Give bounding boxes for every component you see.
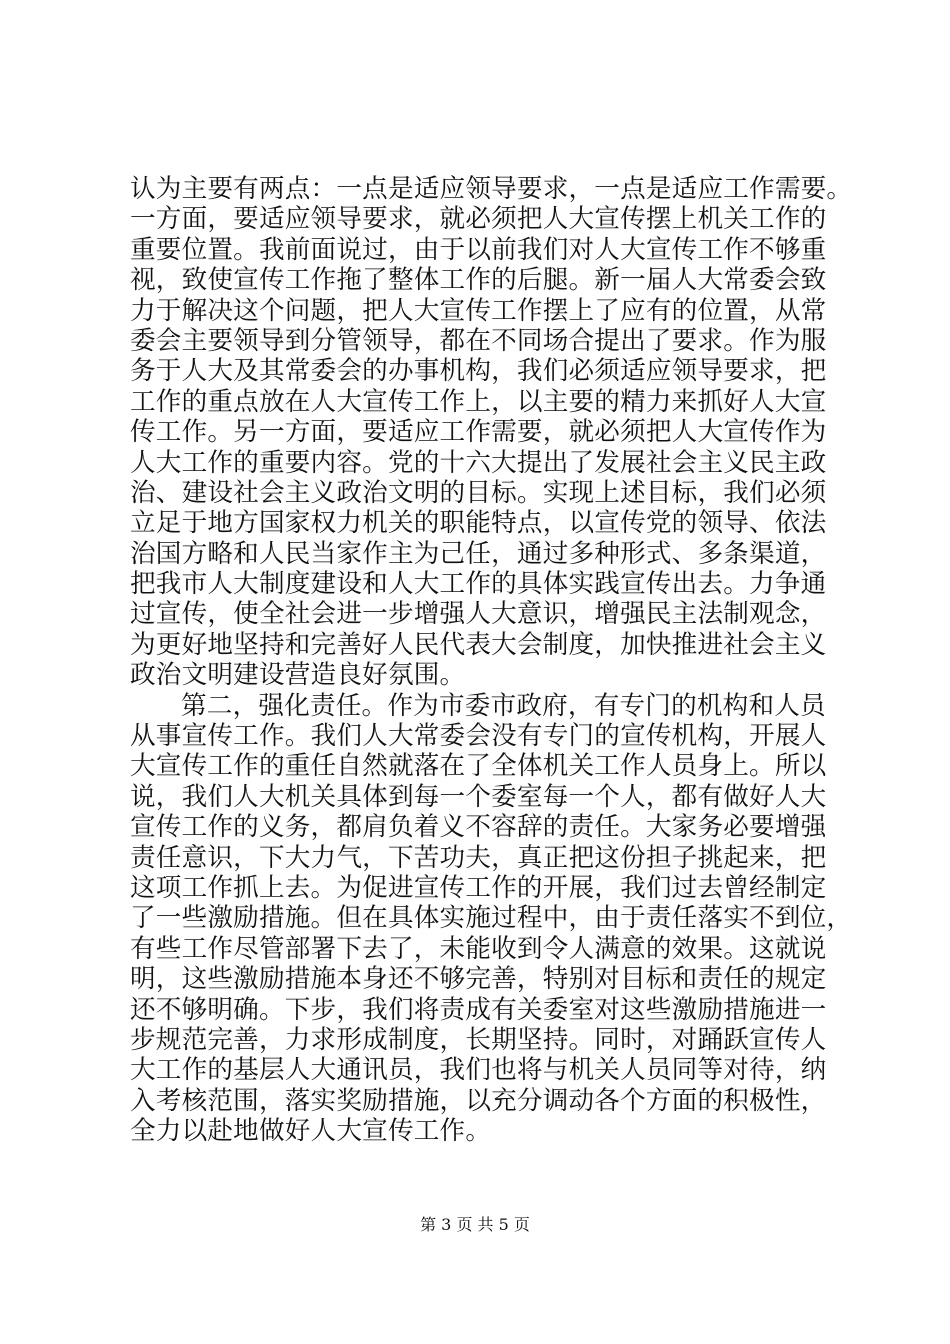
text-line: 大工作的基层人大通讯员，我们也将与机关人员同等对待，纳 [130, 1055, 827, 1086]
text-line: 力于解决这个问题，把人大宣传工作摆上了应有的位置，从常 [130, 295, 827, 326]
text-line: 治国方略和人民当家作主为己任，通过多种形式、多条渠道， [130, 538, 827, 569]
text-line: 宣传工作的义务，都肩负着义不容辞的责任。大家务必要增强 [130, 812, 827, 843]
text-line: 工作的重点放在人大宣传工作上，以主要的精力来抓好人大宣 [130, 386, 827, 417]
text-line: 了一些激励措施。但在具体实施过程中，由于责任落实不到位， [130, 903, 853, 934]
text-line: 从事宣传工作。我们人大常委会没有专门的宣传机构，开展人 [130, 721, 827, 752]
text-line: 传工作。另一方面，要适应工作需要，就必须把人大宣传作为 [130, 417, 827, 448]
text-line: 责任意识，下大力气，下苦功夫，真正把这份担子挑起来，把 [130, 842, 827, 873]
text-line: 一方面，要适应领导要求，就必须把人大宣传摆上机关工作的 [130, 204, 827, 235]
text-line: 大宣传工作的重任自然就落在了全体机关工作人员身上。所以 [130, 751, 827, 782]
body-text [130, 174, 853, 1147]
text-line: 立足于地方国家权力机关的职能特点，以宣传党的领导、依法 [130, 508, 827, 539]
text-line: 把我市人大制度建设和人大工作的具体实践宣传出去。力争通 [130, 569, 827, 600]
text-line: 人大工作的重要内容。党的十六大提出了发展社会主义民主政 [130, 447, 827, 478]
text-line: 全力以赴地做好人大宣传工作。 [130, 1116, 492, 1147]
text-line: 政治文明建设营造良好氛围。 [130, 660, 466, 691]
paragraph-start-line: 第二，强化责任。作为市委市政府，有专门的机构和人员 [181, 690, 826, 721]
text-line: 入考核范围，落实奖励措施，以充分调动各个方面的积极性， [130, 1085, 827, 1116]
text-line: 步规范完善，力求形成制度，长期坚持。同时，对踊跃宣传人 [130, 1024, 827, 1055]
text-line: 视，致使宣传工作拖了整体工作的后腿。新一届人大常委会致 [130, 265, 827, 296]
text-line: 说，我们人大机关具体到每一个委室每一个人，都有做好人大 [130, 781, 827, 812]
text-line: 还不够明确。下步，我们将责成有关委室对这些激励措施进一 [130, 994, 827, 1025]
text-line: 这项工作抓上去。为促进宣传工作的开展，我们过去曾经制定 [130, 872, 827, 903]
page-number-footer: 第 3 页 共 5 页 [420, 1215, 530, 1234]
text-line: 认为主要有两点：一点是适应领导要求，一点是适应工作需要。 [130, 174, 853, 204]
text-line: 过宣传，使全社会进一步增强人大意识，增强民主法制观念， [130, 599, 827, 630]
text-line: 治、建设社会主义政治文明的目标。实现上述目标，我们必须 [130, 477, 827, 508]
text-line: 明，这些激励措施本身还不够完善，特别对目标和责任的规定 [130, 964, 827, 995]
text-line: 有些工作尽管部署下去了，未能收到令人满意的效果。这就说 [130, 933, 827, 964]
text-line: 为更好地坚持和完善好人民代表大会制度，加快推进社会主义 [130, 629, 827, 660]
text-line: 重要位置。我前面说过，由于以前我们对人大宣传工作不够重 [130, 234, 827, 265]
text-line: 务于人大及其常委会的办事机构，我们必须适应领导要求，把 [130, 356, 827, 387]
text-line: 委会主要领导到分管领导，都在不同场合提出了要求。作为服 [130, 325, 827, 356]
